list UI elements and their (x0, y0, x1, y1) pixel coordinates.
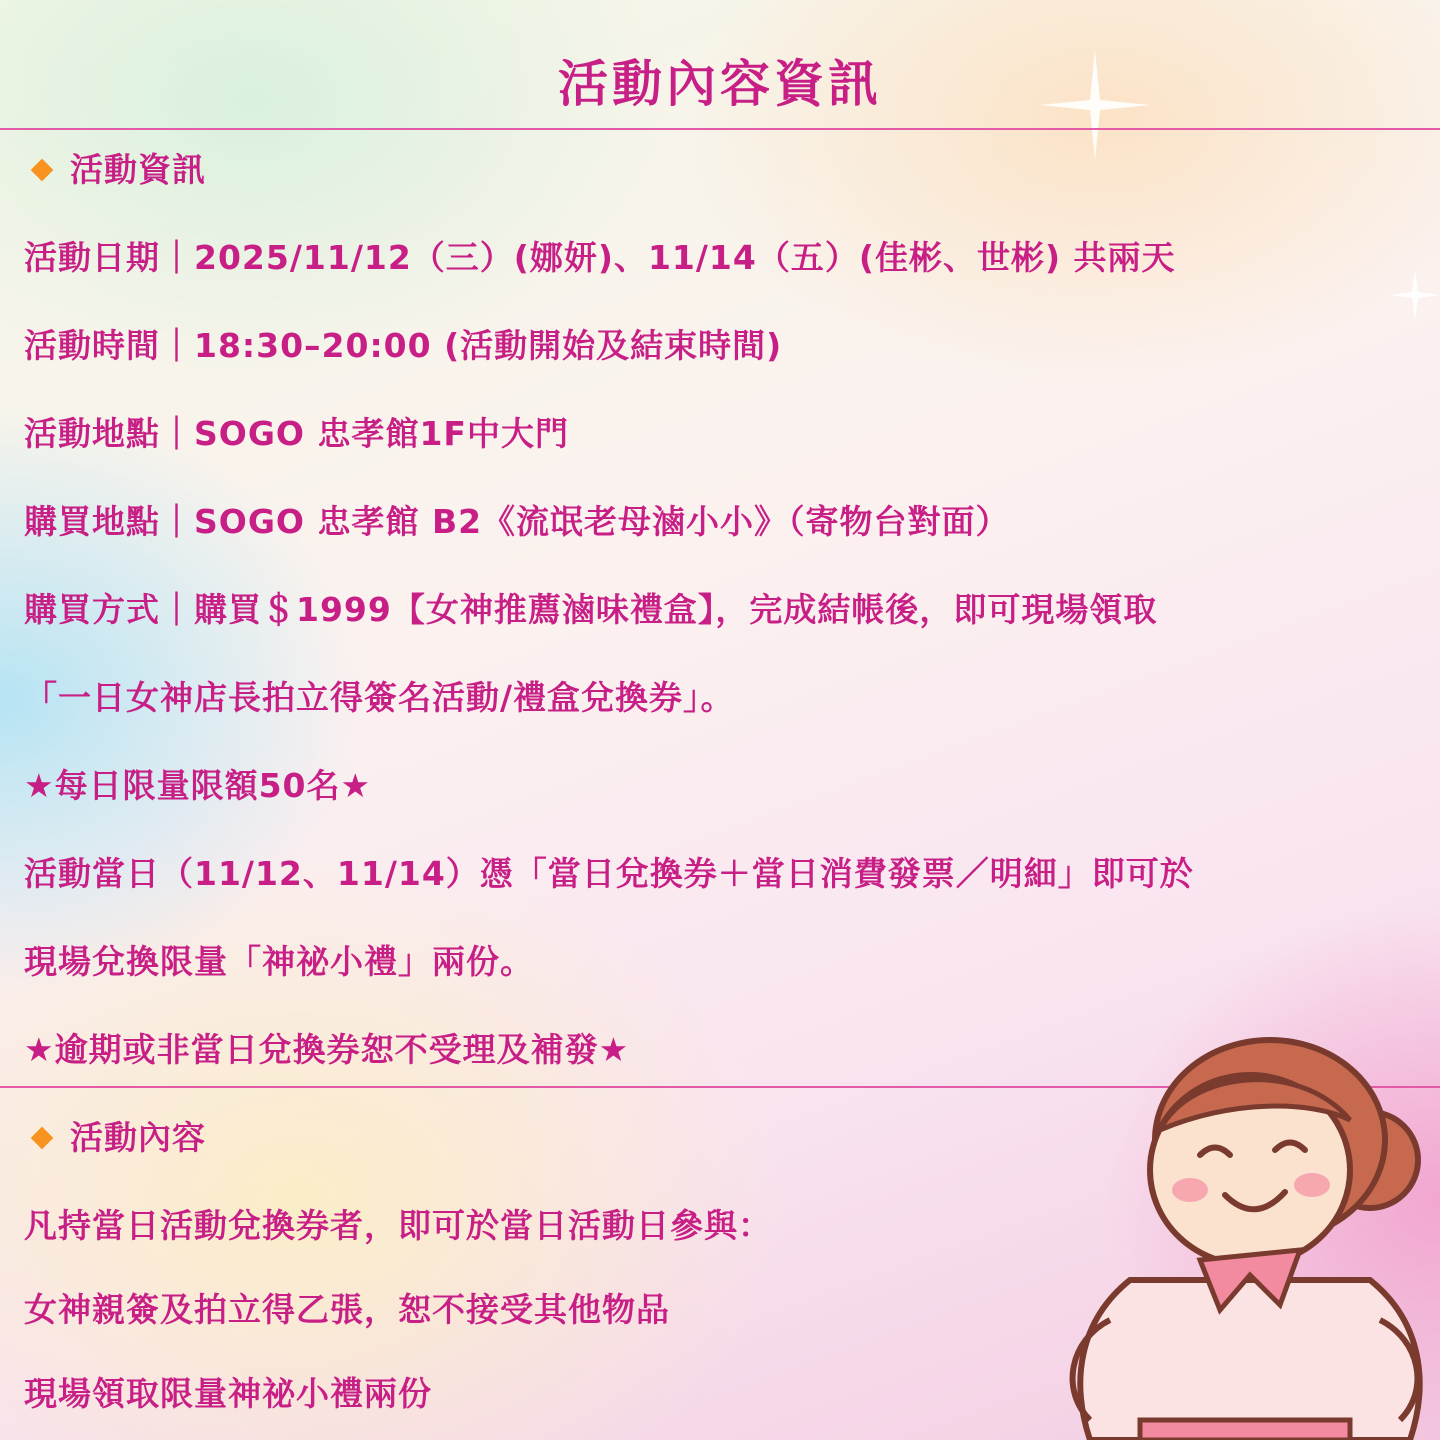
purchase-location: 購買地點｜SOGO 忠孝館 B2《流氓老母滷小小》（寄物台對面） (24, 502, 1010, 541)
diamond-bullet-icon (31, 159, 54, 182)
mascot-illustration (1050, 1020, 1440, 1440)
section-heading-info (24, 150, 206, 190)
purchase-method: 購買方式｜購買＄1999【女神推薦滷味禮盒】，完成結帳後，即可現場領取 (24, 590, 1158, 629)
event-time: 活動時間｜18:30–20:00 (活動開始及結束時間) (24, 326, 783, 365)
divider (0, 128, 1440, 130)
daily-limit: ★每日限量限額50名★ (24, 766, 372, 805)
event-date: 活動日期｜2025/11/12（三）(娜妍)、11/14（五）(佳彬、世彬) 共兩天 (24, 238, 1176, 277)
section-heading-content (24, 1118, 206, 1158)
event-location: 活動地點｜SOGO 忠孝館1F中大門 (24, 414, 569, 453)
redemption-rule: 活動當日（11/12、11/14）憑「當日兌換券＋當日消費發票／明細」即可於 (24, 854, 1194, 893)
purchase-method-cont: 「一日女神店長拍立得簽名活動/禮盒兌換券」。 (24, 678, 735, 717)
content-line: 女神親簽及拍立得乙張，恕不接受其他物品 (24, 1290, 670, 1329)
content-line: 現場領取限量神祕小禮兩份 (24, 1374, 432, 1413)
sparkle-icon (1390, 270, 1440, 320)
section-heading-label: 活動資訊 (70, 150, 206, 189)
section-heading-label: 活動內容 (70, 1118, 206, 1157)
diamond-bullet-icon (31, 1127, 54, 1150)
redemption-rule-cont: 現場兌換限量「神祕小禮」兩份。 (24, 942, 534, 981)
page-title: 活動內容資訊 (558, 55, 882, 113)
content-line: 凡持當日活動兌換券者，即可於當日活動日參與： (24, 1206, 772, 1245)
expiry-notice: ★逾期或非當日兌換券恕不受理及補發★ (24, 1030, 630, 1069)
